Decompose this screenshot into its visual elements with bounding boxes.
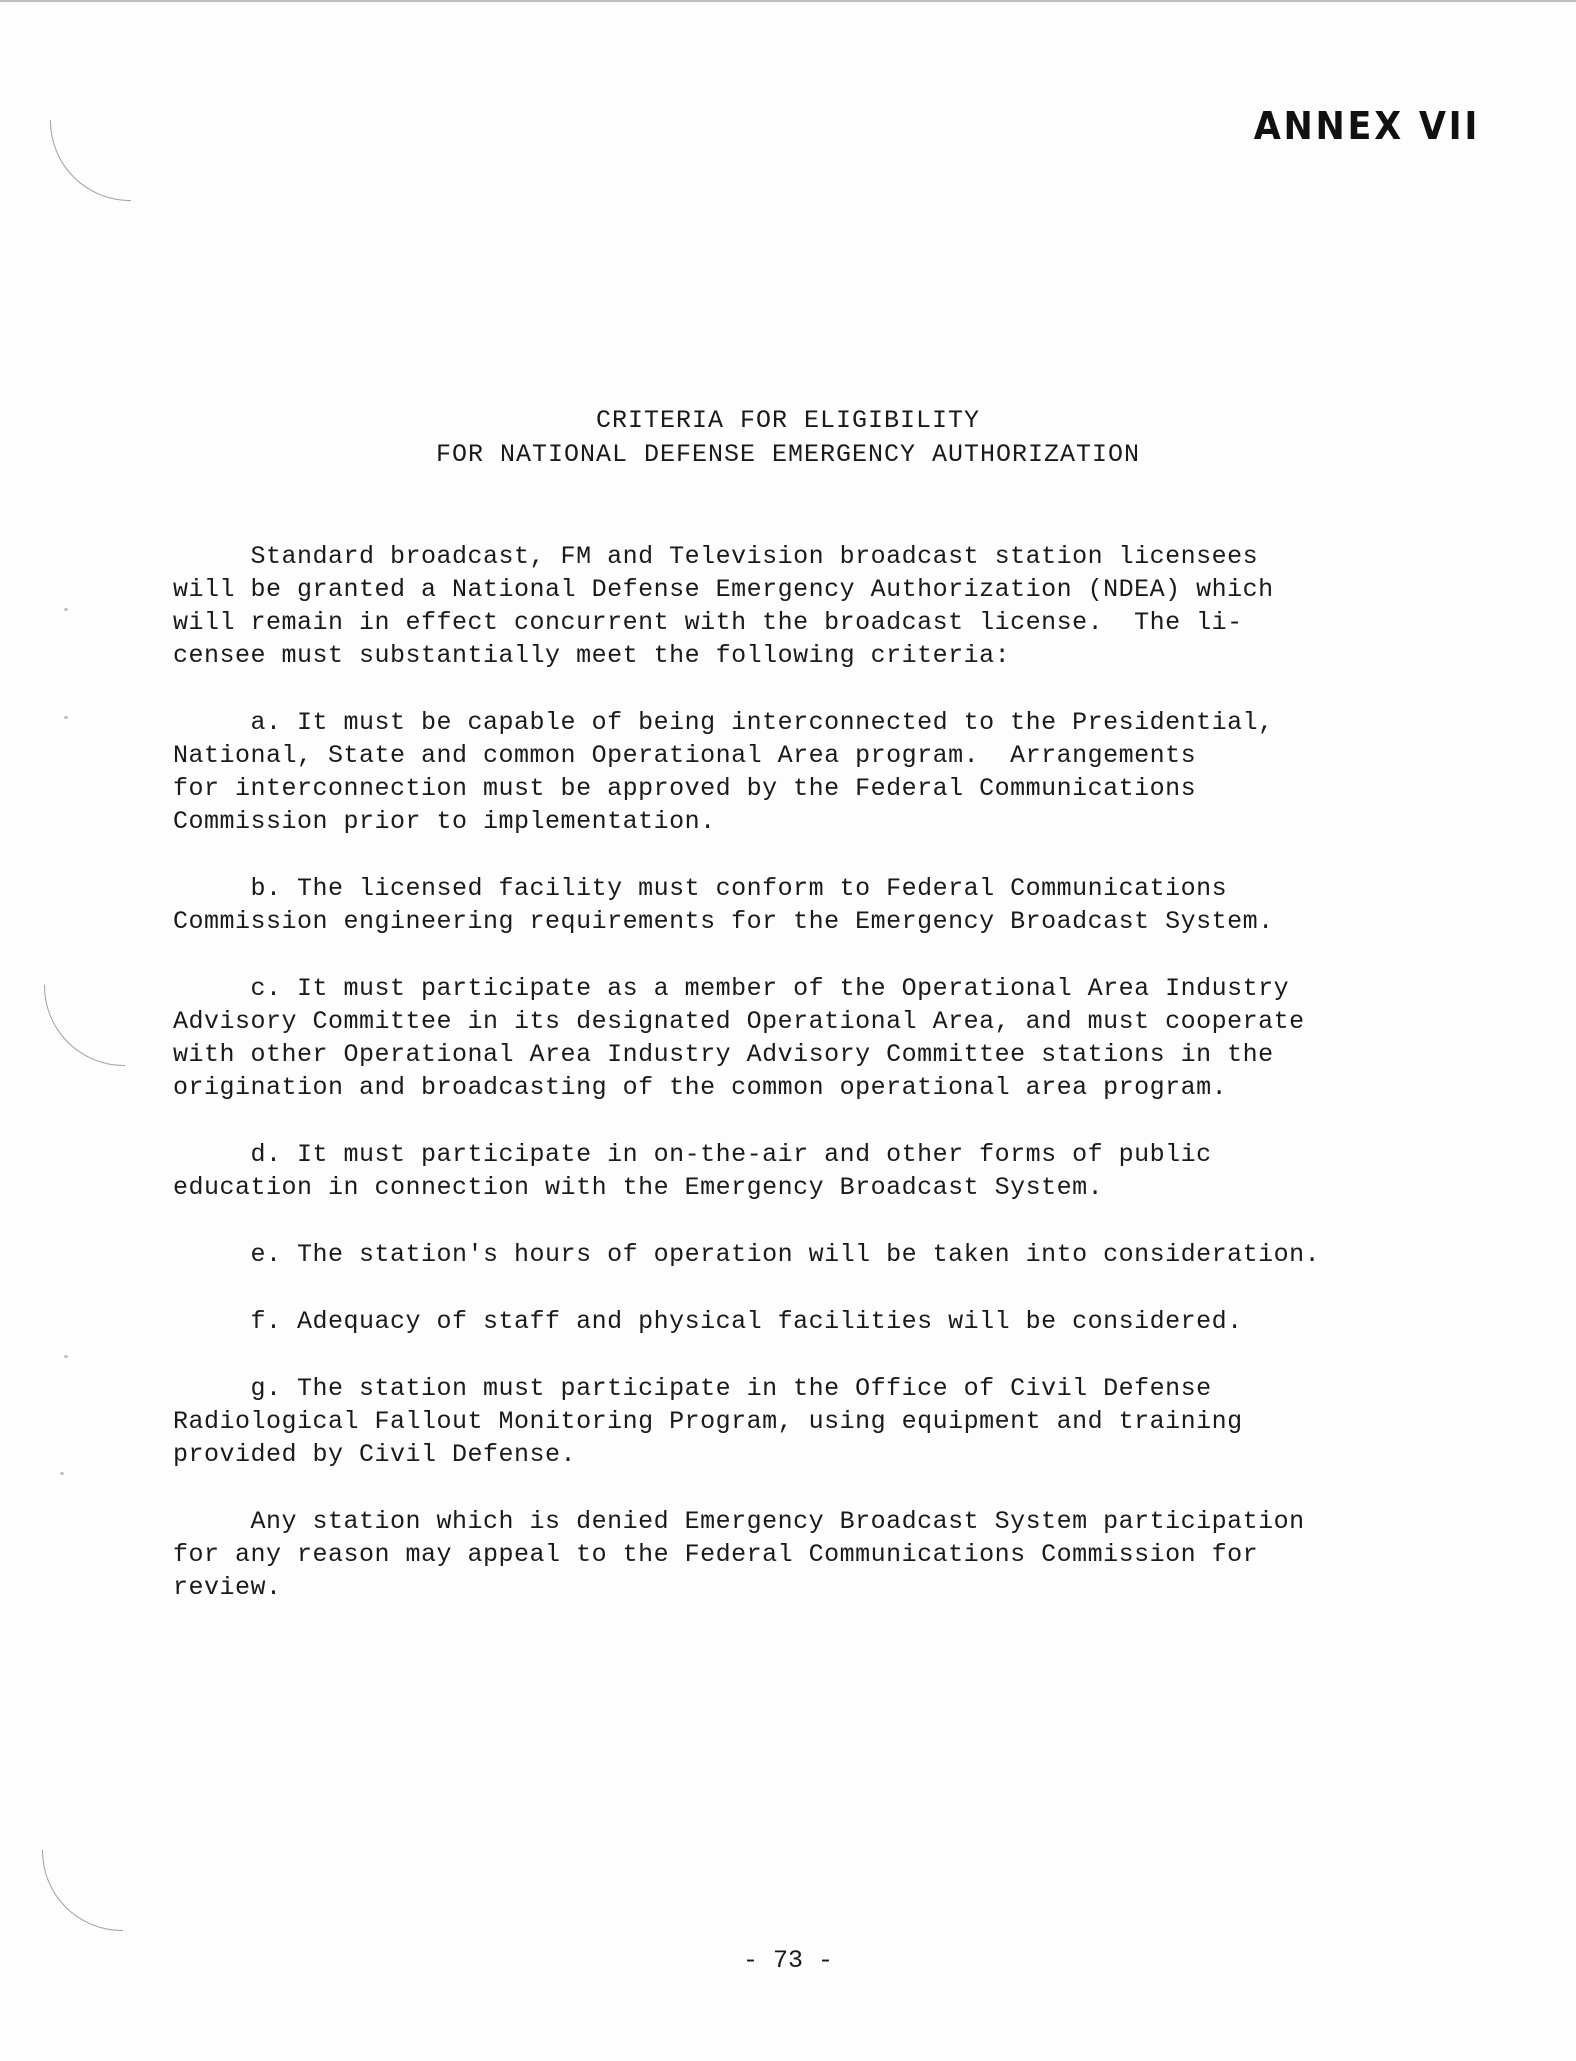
text-line: Advisory Committee in its designated Operational Area, and must cooperate	[173, 1007, 1305, 1036]
text-line: for interconnection must be approved by the Federal Communications	[173, 774, 1197, 803]
criterion-d	[173, 1138, 1443, 1204]
text-line: National, State and common Operational Area program. Arrangements	[173, 741, 1197, 770]
text-line: review.	[173, 1573, 282, 1602]
binder-hole-mark-bottom	[42, 1850, 123, 1931]
text-line: Commission prior to implementation.	[173, 807, 716, 836]
page-top-border	[0, 0, 1576, 2]
text-line: e. The station's hours of operation will be taken into consideration.	[173, 1240, 1321, 1269]
text-line: Any station which is denied Emergency Broadcast System participation	[173, 1507, 1305, 1536]
text-line: Standard broadcast, FM and Television broadcast station licensees	[173, 542, 1259, 571]
annex-label: ANNEX VII	[1253, 104, 1480, 148]
text-line: d. It must participate in on-the-air and other forms of public	[173, 1140, 1212, 1169]
criterion-f	[173, 1305, 1443, 1338]
text-line: education in connection with the Emergency Broadcast System.	[173, 1173, 1104, 1202]
text-line: f. Adequacy of staff and physical facilities will be considered.	[173, 1307, 1243, 1336]
text-line: origination and broadcasting of the common operational area program.	[173, 1073, 1228, 1102]
text-line: Commission engineering requirements for the Emergency Broadcast System.	[173, 907, 1274, 936]
scan-speck	[64, 608, 68, 611]
binder-hole-mark-middle	[44, 985, 125, 1066]
criterion-e	[173, 1238, 1443, 1271]
text-line: will remain in effect concurrent with the broadcast license. The li-	[173, 608, 1243, 637]
title-line-1: CRITERIA FOR ELIGIBILITY	[595, 406, 981, 435]
appeal-paragraph	[173, 1505, 1443, 1604]
text-line: censee must substantially meet the following criteria:	[173, 641, 1011, 670]
text-line: c. It must participate as a member of the Operational Area Industry	[173, 974, 1290, 1003]
text-line: with other Operational Area Industry Advisory Committee stations in the	[173, 1040, 1274, 1069]
title-line-2: FOR NATIONAL DEFENSE EMERGENCY AUTHORIZATION	[435, 440, 1141, 469]
intro-paragraph	[173, 540, 1443, 672]
text-line: g. The station must participate in the Office of Civil Defense	[173, 1374, 1212, 1403]
scan-speck	[60, 1472, 64, 1475]
text-line: for any reason may appeal to the Federal Communications Commission for	[173, 1540, 1259, 1569]
criterion-a	[173, 706, 1443, 838]
text-line: b. The licensed facility must conform to Federal Communications	[173, 874, 1228, 903]
scan-speck	[64, 1355, 68, 1358]
document-body	[173, 540, 1443, 1638]
text-line: provided by Civil Defense.	[173, 1440, 577, 1469]
criterion-c	[173, 972, 1443, 1104]
criterion-b	[173, 872, 1443, 938]
scan-speck	[64, 716, 68, 719]
text-line: a. It must be capable of being interconnected to the Presidential,	[173, 708, 1274, 737]
binder-hole-mark-top	[50, 120, 131, 201]
text-line: will be granted a National Defense Emergency Authorization (NDEA) which	[173, 575, 1274, 604]
text-line: Radiological Fallout Monitoring Program, using equipment and training	[173, 1407, 1243, 1436]
criterion-g	[173, 1372, 1443, 1471]
document-title	[0, 404, 1576, 472]
page-number: - 73 -	[742, 1946, 833, 1975]
